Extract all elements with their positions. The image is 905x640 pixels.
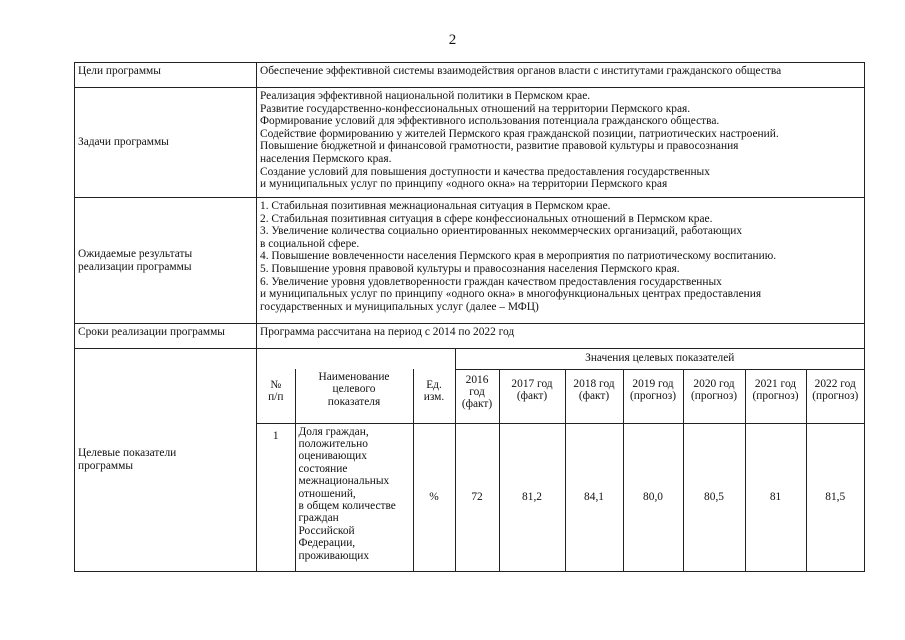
task-line: и муниципальных услуг по принципу «одного окна» на территории Пермского края <box>260 178 668 191</box>
indicators-table-cell <box>257 349 865 572</box>
indicator-value-2016: 72 <box>455 423 499 571</box>
page-number: 2 <box>448 32 457 48</box>
col-year-2022 <box>806 369 864 423</box>
year-line: (прогноз) <box>752 389 799 402</box>
col-name-line: показателя <box>327 395 381 408</box>
result-line: государственных и муниципальных услуг (далее – МФЦ) <box>260 300 539 313</box>
tasks-row <box>75 88 865 198</box>
result-line: 1. Стабильная позитивная межнациональная ситуация в Пермском крае. <box>260 200 611 212</box>
col-name-line: целевого <box>332 383 376 396</box>
col-year-2017 <box>499 369 565 423</box>
task-line: населения Пермского края. <box>260 152 392 165</box>
col-year-2021 <box>745 369 806 423</box>
task-line: Формирование условий для эффективного использования потенциала гражданского общества. <box>260 115 720 128</box>
year-line: (прогноз) <box>812 389 859 402</box>
header-spacer <box>257 349 455 369</box>
program-passport-table <box>74 62 865 572</box>
col-year-2016 <box>455 369 499 423</box>
col-year-2018 <box>565 369 623 423</box>
tasks-text <box>257 88 865 198</box>
values-header-row <box>257 349 864 369</box>
col-year-2019 <box>623 369 683 423</box>
year-line: 2021 год <box>754 377 797 390</box>
indicator-name-line: Доля граждан, <box>298 425 369 438</box>
indicator-row <box>257 423 864 571</box>
indicators-header-row <box>257 369 864 423</box>
col-num-line: № <box>270 379 282 391</box>
col-unit-line: Ед. <box>426 379 442 391</box>
col-unit-line: изм. <box>423 391 445 404</box>
indicator-name-line: граждан <box>298 512 339 525</box>
year-line: (факт) <box>461 398 493 411</box>
year-line: (факт) <box>578 389 610 402</box>
col-unit-header <box>413 369 455 423</box>
indicators-label-line: программы <box>78 460 133 472</box>
col-year-2020 <box>683 369 745 423</box>
tasks-label: Задачи программы <box>75 88 257 198</box>
results-label-line: Ожидаемые результаты <box>78 247 193 260</box>
year-line: 2020 год <box>693 377 735 390</box>
result-line: 5. Повышение уровня правовой культуры и правосознания населения Пермского края. <box>260 262 680 275</box>
indicator-name-line: оценивающих <box>298 450 367 463</box>
result-line: и муниципальных услуг по принципу «одного окна» в многофункциональных центрах предоставления <box>260 288 762 301</box>
results-label <box>75 198 257 324</box>
terms-label: Сроки реализации программы <box>75 324 257 349</box>
year-line: 2019 год <box>632 377 674 390</box>
indicators-table <box>257 349 864 571</box>
indicator-value-2020: 80,5 <box>683 423 745 571</box>
indicator-name-line: межнациональных <box>298 475 390 488</box>
indicator-value-2021: 81 <box>745 423 806 571</box>
results-text <box>257 198 865 324</box>
indicator-name-line: в общем количестве <box>298 499 396 512</box>
col-name-header <box>295 369 413 423</box>
year-line: год <box>469 385 485 398</box>
year-line: 2018 год <box>573 377 615 390</box>
year-line: (прогноз) <box>690 389 738 402</box>
indicators-row <box>75 349 865 572</box>
task-line: Развитие государственно-конфессиональных отношений на территории Пермского края. <box>260 102 691 115</box>
result-line: 6. Увеличение уровня удовлетворенности граждан качеством предоставления государственных <box>260 275 722 288</box>
col-name-line: Наименование <box>318 371 390 383</box>
goals-text: Обеспечение эффективной системы взаимодействия органов власти с институтами гражданского общества <box>257 63 865 88</box>
indicator-name-line: отношений, <box>298 487 356 500</box>
indicator-value-2019: 80,0 <box>623 423 683 571</box>
task-line: Повышение бюджетной и финансовой грамотности, развитие правовой культуры и правосознания <box>260 140 739 153</box>
results-row <box>75 198 865 324</box>
year-line: 2017 год <box>511 377 553 390</box>
terms-text: Программа рассчитана на период с 2014 по 2022 год <box>257 324 865 349</box>
result-line: 4. Повышение вовлеченности населения Пермского края в мероприятия по патриотическому воспитанию. <box>260 250 777 263</box>
task-line: Создание условий для повышения доступности и качества предоставления государственных <box>260 165 710 178</box>
year-line: 2022 год <box>814 377 856 390</box>
results-label-line: реализации программы <box>78 260 192 273</box>
indicator-name-line: Федерации, <box>298 537 356 550</box>
indicator-name-line: состояние <box>298 462 348 475</box>
col-num-header <box>257 369 295 423</box>
indicator-name-line: Российской <box>298 524 355 537</box>
indicator-unit: % <box>413 423 455 571</box>
result-line: в социальной сфере. <box>260 237 360 250</box>
goals-label: Цели программы <box>75 63 257 88</box>
values-header: Значения целевых показателей <box>455 349 864 369</box>
indicators-label <box>75 349 257 572</box>
result-line: 2. Стабильная позитивная ситуация в сфере конфессиональных отношений в Пермском крае. <box>260 212 713 225</box>
indicator-name <box>295 423 413 571</box>
terms-row <box>75 324 865 349</box>
year-line: (прогноз) <box>629 389 677 402</box>
indicator-num: 1 <box>257 423 295 571</box>
col-num-line: п/п <box>268 391 284 404</box>
task-line: Содействие формированию у жителей Пермского края гражданской позиции, патриотических настроений. <box>260 127 779 140</box>
indicator-value-2022: 81,5 <box>806 423 864 571</box>
year-line: 2016 <box>465 373 489 386</box>
indicator-name-line: положительно <box>298 437 368 450</box>
task-line: Реализация эффективной национальной политики в Пермском крае. <box>260 90 591 102</box>
year-line: (факт) <box>516 389 548 402</box>
indicator-value-2018: 84,1 <box>565 423 623 571</box>
goals-row <box>75 63 865 88</box>
indicator-value-2017: 81,2 <box>499 423 565 571</box>
indicator-name-line: проживающих <box>298 549 370 562</box>
result-line: 3. Увеличение количества социально ориентированных некоммерческих организаций, работающих <box>260 225 743 238</box>
indicators-label-line: Целевые показатели <box>78 447 177 460</box>
